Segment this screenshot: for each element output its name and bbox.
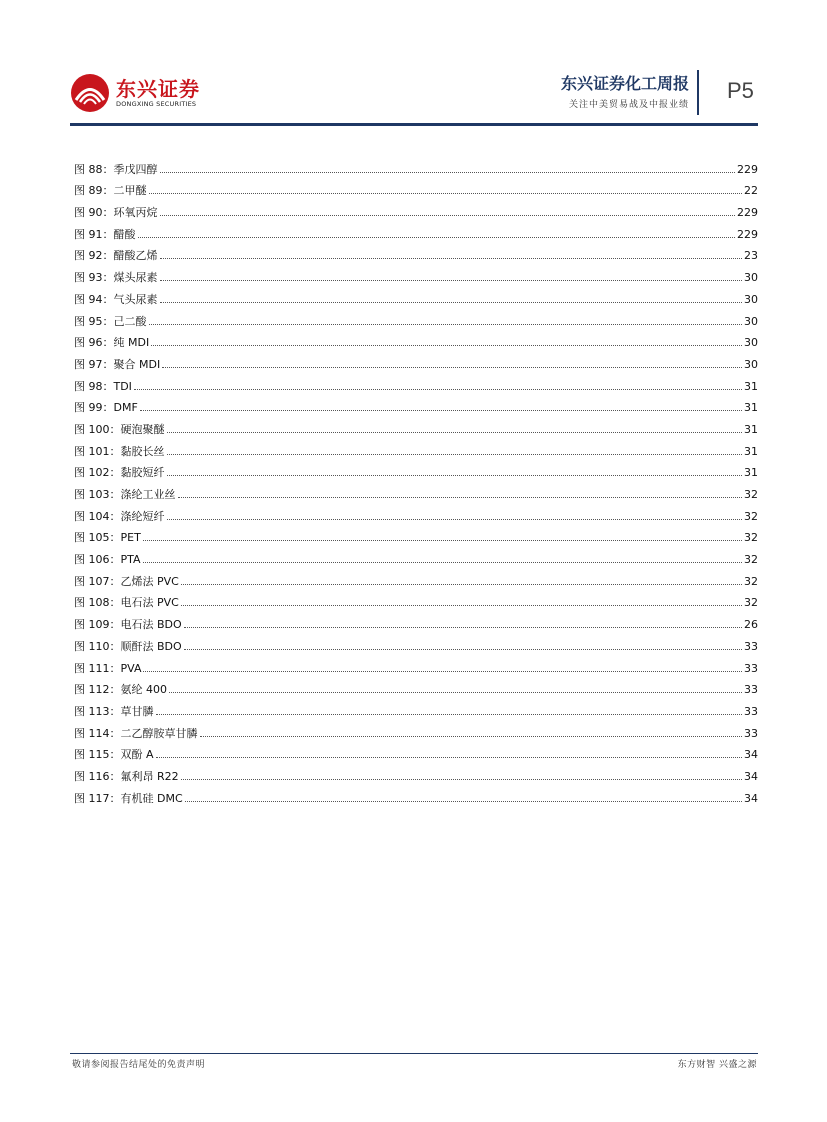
toc-dot-leader — [181, 604, 742, 606]
toc-entry[interactable] — [74, 588, 758, 610]
company-slogan: 东方财智 兴盛之源 — [677, 1060, 757, 1070]
toc-entry[interactable] — [74, 458, 758, 480]
toc-entry-label: 图 100：硬泡聚醚 — [74, 422, 165, 436]
toc-entry[interactable] — [74, 783, 758, 805]
toc-entry[interactable] — [74, 241, 758, 263]
toc-entry-label: 图 103：涤纶工业丝 — [74, 488, 176, 501]
toc-entry-page: 34 — [744, 769, 758, 783]
toc-entry-page: 229 — [737, 206, 758, 220]
toc-entry-page: 32 — [744, 509, 758, 523]
logo-english-name: DONGXING SECURITIES — [116, 100, 197, 108]
toc-entry-label: 图 102：黏胶短纤 — [74, 466, 165, 480]
page-number: P5 — [727, 78, 754, 103]
toc-entry-page: 32 — [744, 488, 758, 501]
toc-entry[interactable] — [74, 306, 758, 328]
toc-dot-leader — [167, 474, 743, 476]
toc-dot-leader — [156, 756, 742, 758]
toc-dot-leader — [143, 670, 742, 672]
toc-dot-leader — [184, 648, 742, 650]
dongxing-logo-icon — [70, 73, 110, 113]
logo-chinese-name: 东兴证券 — [116, 77, 200, 101]
toc-entry-page: 229 — [737, 227, 758, 241]
toc-entry[interactable] — [74, 479, 758, 501]
toc-dot-leader — [167, 453, 743, 455]
toc-entry-label: 图 105：PET — [74, 531, 141, 545]
header-rule — [70, 123, 758, 126]
toc-dot-leader — [140, 409, 742, 411]
toc-entry-page: 30 — [744, 292, 758, 306]
toc-entry-label: 图 113：草甘膦 — [74, 704, 154, 718]
header-divider — [697, 70, 699, 115]
disclaimer-note: 敬请参阅报告结尾处的免责声明 — [72, 1060, 206, 1070]
toc-entry-page: 33 — [744, 704, 758, 718]
toc-entry[interactable] — [74, 696, 758, 718]
toc-dot-leader — [160, 257, 743, 259]
toc-dot-leader — [138, 236, 736, 238]
toc-dot-leader — [143, 561, 742, 563]
toc-entry-page: 33 — [744, 639, 758, 653]
toc-entry-label: 图 92：醋酸乙烯 — [74, 249, 158, 263]
toc-entry-page: 30 — [744, 336, 758, 350]
toc-entry[interactable] — [74, 349, 758, 371]
figure-list — [74, 154, 758, 805]
toc-dot-leader — [156, 713, 743, 715]
toc-entry[interactable] — [74, 523, 758, 545]
toc-entry-page: 33 — [744, 726, 758, 740]
toc-entry[interactable] — [74, 501, 758, 523]
toc-entry-label: 图 89：二甲醚 — [74, 184, 147, 198]
toc-dot-leader — [160, 214, 736, 216]
toc-entry[interactable] — [74, 761, 758, 783]
toc-entry-page: 32 — [744, 531, 758, 545]
toc-entry[interactable] — [74, 154, 758, 176]
toc-entry[interactable] — [74, 197, 758, 219]
toc-entry-page: 30 — [744, 314, 758, 328]
toc-dot-leader — [185, 800, 742, 802]
toc-entry-page: 33 — [744, 661, 758, 675]
toc-entry-page: 32 — [744, 574, 758, 588]
toc-entry[interactable] — [74, 675, 758, 697]
toc-entry[interactable] — [74, 176, 758, 198]
toc-entry-label: 图 111：PVA — [74, 661, 142, 675]
toc-entry-label: 图 108：电石法 PVC — [74, 596, 179, 610]
toc-dot-leader — [200, 735, 743, 737]
toc-entry[interactable] — [74, 393, 758, 415]
toc-dot-leader — [160, 279, 743, 281]
toc-dot-leader — [169, 691, 742, 693]
toc-entry-page: 33 — [744, 683, 758, 697]
toc-entry-label: 图 114：二乙醇胺草甘膦 — [74, 726, 198, 740]
toc-entry-page: 34 — [744, 748, 758, 762]
toc-dot-leader — [162, 366, 742, 368]
toc-dot-leader — [160, 171, 736, 173]
report-subtitle: 关注中美贸易战及中报业绩 — [568, 100, 689, 110]
toc-entry-page: 31 — [744, 444, 758, 458]
footer-rule — [70, 1053, 758, 1054]
toc-entry-page: 22 — [744, 184, 758, 198]
toc-entry-label: 图 95：己二酸 — [74, 314, 147, 328]
toc-entry-label: 图 97：聚合 MDI — [74, 357, 161, 371]
toc-entry-label: 图 88：季戊四醇 — [74, 162, 158, 176]
toc-entry[interactable] — [74, 328, 758, 350]
toc-entry[interactable] — [74, 609, 758, 631]
toc-dot-leader — [181, 778, 742, 780]
toc-entry-label: 图 101：黏胶长丝 — [74, 444, 165, 458]
toc-entry[interactable] — [74, 371, 758, 393]
toc-entry-label: 图 107：乙烯法 PVC — [74, 574, 179, 588]
toc-entry-page: 26 — [744, 618, 758, 632]
toc-entry-label: 图 117：有机硅 DMC — [74, 791, 183, 805]
toc-entry[interactable] — [74, 284, 758, 306]
toc-dot-leader — [149, 323, 743, 325]
toc-entry-label: 图 115：双酚 A — [74, 748, 154, 762]
toc-entry[interactable] — [74, 740, 758, 762]
toc-entry[interactable] — [74, 414, 758, 436]
toc-entry-page: 31 — [744, 401, 758, 415]
toc-dot-leader — [134, 388, 742, 390]
toc-entry[interactable] — [74, 544, 758, 566]
toc-dot-leader — [184, 626, 742, 628]
toc-entry-label: 图 98：TDI — [74, 379, 132, 393]
toc-entry-page: 31 — [744, 422, 758, 436]
toc-entry-page: 31 — [744, 379, 758, 393]
toc-entry-label: 图 90：环氧丙烷 — [74, 206, 158, 220]
report-title: 东兴证券化工周报 — [560, 74, 689, 93]
toc-entry[interactable] — [74, 653, 758, 675]
toc-entry-label: 图 96：纯 MDI — [74, 336, 150, 350]
toc-entry-label: 图 94：气头尿素 — [74, 292, 158, 306]
toc-entry[interactable] — [74, 262, 758, 284]
toc-entry-page: 23 — [744, 249, 758, 263]
toc-entry-label: 图 110：顺酐法 BDO — [74, 639, 182, 653]
toc-entry-label: 图 106：PTA — [74, 553, 141, 567]
toc-entry-label: 图 93：煤头尿素 — [74, 271, 158, 285]
toc-dot-leader — [149, 192, 743, 194]
page-header — [0, 0, 827, 130]
toc-entry-label: 图 99：DMF — [74, 401, 138, 415]
toc-entry-label: 图 112：氨纶 400 — [74, 683, 167, 697]
toc-entry-page: 30 — [744, 271, 758, 285]
toc-entry[interactable] — [74, 436, 758, 458]
toc-entry-page: 229 — [737, 162, 758, 176]
toc-dot-leader — [143, 539, 742, 541]
company-logo — [70, 73, 230, 113]
toc-dot-leader — [167, 431, 743, 433]
toc-dot-leader — [160, 301, 743, 303]
toc-entry-page: 34 — [744, 791, 758, 805]
toc-entry-label: 图 104：涤纶短纤 — [74, 509, 165, 523]
toc-dot-leader — [151, 344, 742, 346]
toc-dot-leader — [167, 518, 743, 520]
toc-entry-page: 30 — [744, 357, 758, 371]
toc-entry[interactable] — [74, 566, 758, 588]
toc-entry[interactable] — [74, 718, 758, 740]
toc-entry-page: 31 — [744, 466, 758, 480]
toc-entry-label: 图 109：电石法 BDO — [74, 618, 182, 632]
toc-entry-label: 图 91：醋酸 — [74, 227, 136, 241]
toc-entry-page: 32 — [744, 596, 758, 610]
toc-entry[interactable] — [74, 631, 758, 653]
toc-entry-label: 图 116：氟利昂 R22 — [74, 769, 179, 783]
toc-dot-leader — [181, 583, 742, 585]
toc-entry[interactable] — [74, 219, 758, 241]
toc-entry-page: 32 — [744, 553, 758, 567]
toc-dot-leader — [178, 496, 743, 498]
